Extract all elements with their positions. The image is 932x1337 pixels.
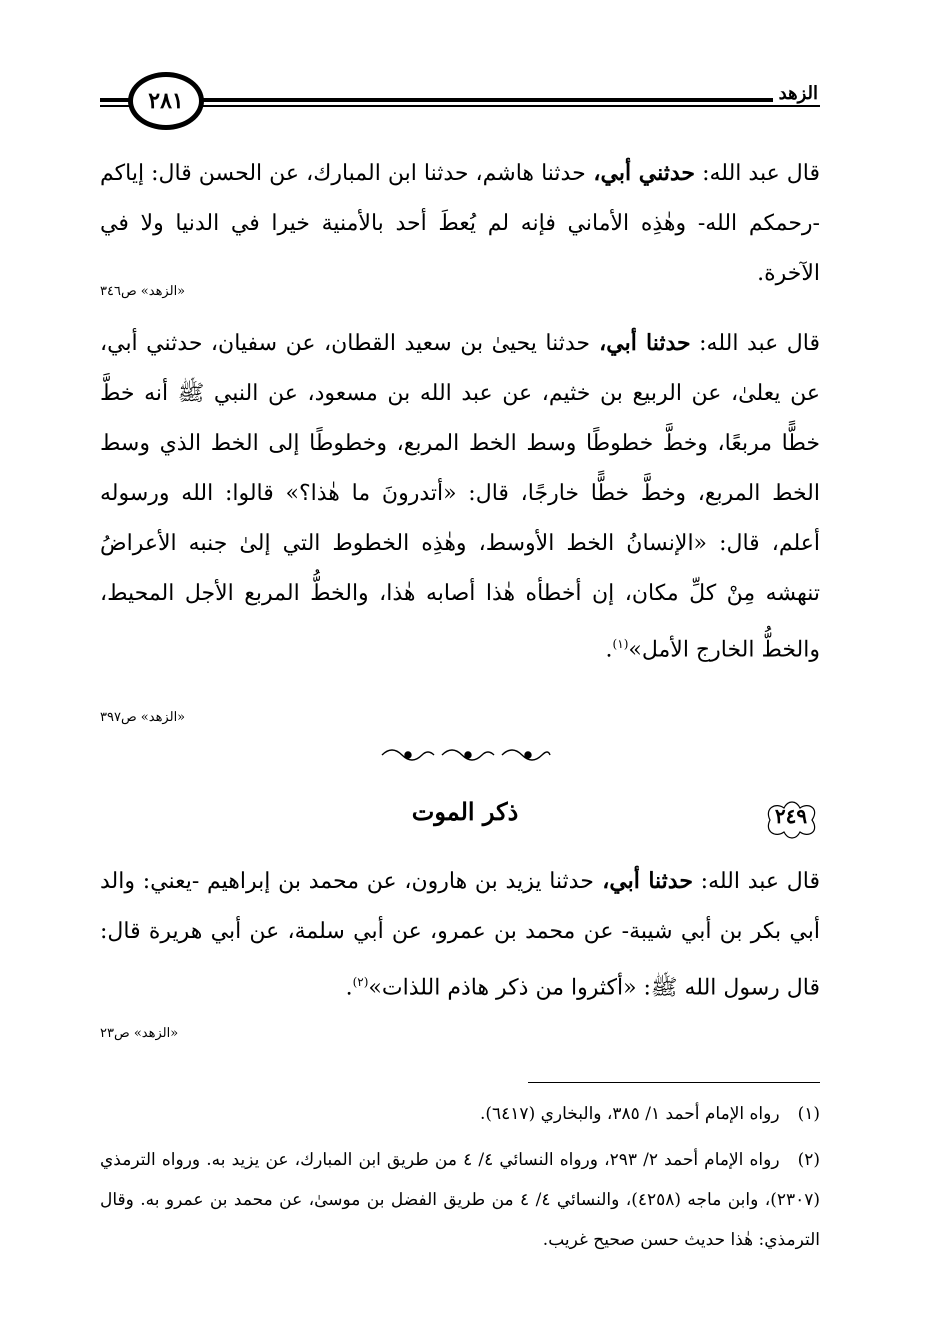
paragraph-3-bold: حدثنا أبي، [593,868,693,894]
page-number [128,72,204,130]
paragraph-3-ref: «الزهد» ص٢٣ [100,1026,179,1041]
paragraph-1-bold: حدثني أبي، [585,160,696,186]
section-number: ٢٤٩ [774,804,808,828]
footnote-1-mark: (١) [797,1104,820,1124]
footnote-2-text: رواه الإمام أحمد ٢/ ٢٩٣، ورواه النسائي ٤/ ٤ من طريق ابن المبارك، عن يزيد به. ورواه الترمذي (٢٣٠٧)، وابن ماجه (٤٢٥٨)، والنسائي ٤/ ٤ من طريق الفضل بن موسىٰ، عن محمد بن عمرو به. وقال الترمذي: هٰذا حديث حسن صحيح غريب. [100,1150,821,1250]
footnote-1 [100,1094,820,1134]
paragraph-1-text: حدثنا هاشم، حدثنا ابن المبارك، عن الحسن قال: إياكم -رحمكم الله- وهٰذِه الأماني فإنه لم يُعطَ أحد بالأمنية خيرا في الدنيا ولا في الآخرة. [100,161,820,286]
header-rule-thick [100,98,820,102]
paragraph-2 [100,318,820,675]
footnote-2-mark: (٢) [797,1150,820,1170]
footnote-ref-2[interactable]: (٢) [352,975,369,989]
paragraph-3-lead: قال عبد الله: [692,869,820,894]
paragraph-2-ref: «الزهد» ص٣٩٧ [100,710,186,725]
footnote-2 [100,1140,820,1260]
paragraph-2-text: حدثنا يحيىٰ بن سعيد القطان، عن سفيان، حدثني أبي، عن يعلىٰ، عن الربيع بن خثيم، عن عبد الله بن مسعود، عن النبي ﷺ أنه خطَّ خطًّا مربعًا، وخطَّ خطوطًا وسط الخط المربع، وخطوطًا إلى الخط الذي وسط الخط المربع، وخطَّ خطًّا خارجًا، قال: «أتدرونَ ما هٰذا؟» قالوا: الله ورسوله أعلم، قال: «الإنسانُ الخط الأوسط، وهٰذِه الخطوط التي إلىٰ جنبه الأعراضُ تنهشه مِنْ كلِّ مكان، إن أخطأه هٰذا أصابه هٰذا، والخطُّ المربع الأجل المحيط، والخطُّ الخارج الأمل» [100,331,820,663]
running-title: الزهد [773,83,824,104]
paragraph-2-tail: . [605,637,613,663]
page-number-text: ٢٨١ [148,88,184,114]
paragraph-1-lead: قال عبد الله: [695,161,820,186]
paragraph-1-ref: «الزهد» ص٣٤٦ [100,284,186,299]
paragraph-1 [100,148,820,299]
paragraph-3-text: حدثنا يزيد بن هارون، عن محمد بن إبراهيم -يعني: والد أبي بكر بن أبي شيبة- عن محمد بن عمرو، عن أبي سلمة، عن أبي هريرة قال: قال رسول الله ﷺ: «أكثروا من ذكر هاذم اللذات» [100,869,820,1001]
section-title: ذكر الموت [411,797,519,826]
footnote-1-text: رواه الإمام أحمد ١/ ٣٨٥، والبخاري (٦٤١٧). [479,1104,780,1124]
header-rule-thin [100,105,820,107]
footnote-rule [528,1082,820,1083]
ornament-divider [378,744,554,766]
paragraph-3 [100,856,820,1013]
paragraph-3-tail: . [345,975,353,1001]
paragraph-2-lead: قال عبد الله: [690,331,820,356]
paragraph-2-bold: حدثنا أبي، [590,330,691,356]
footnote-ref-1[interactable]: (١) [612,637,629,651]
